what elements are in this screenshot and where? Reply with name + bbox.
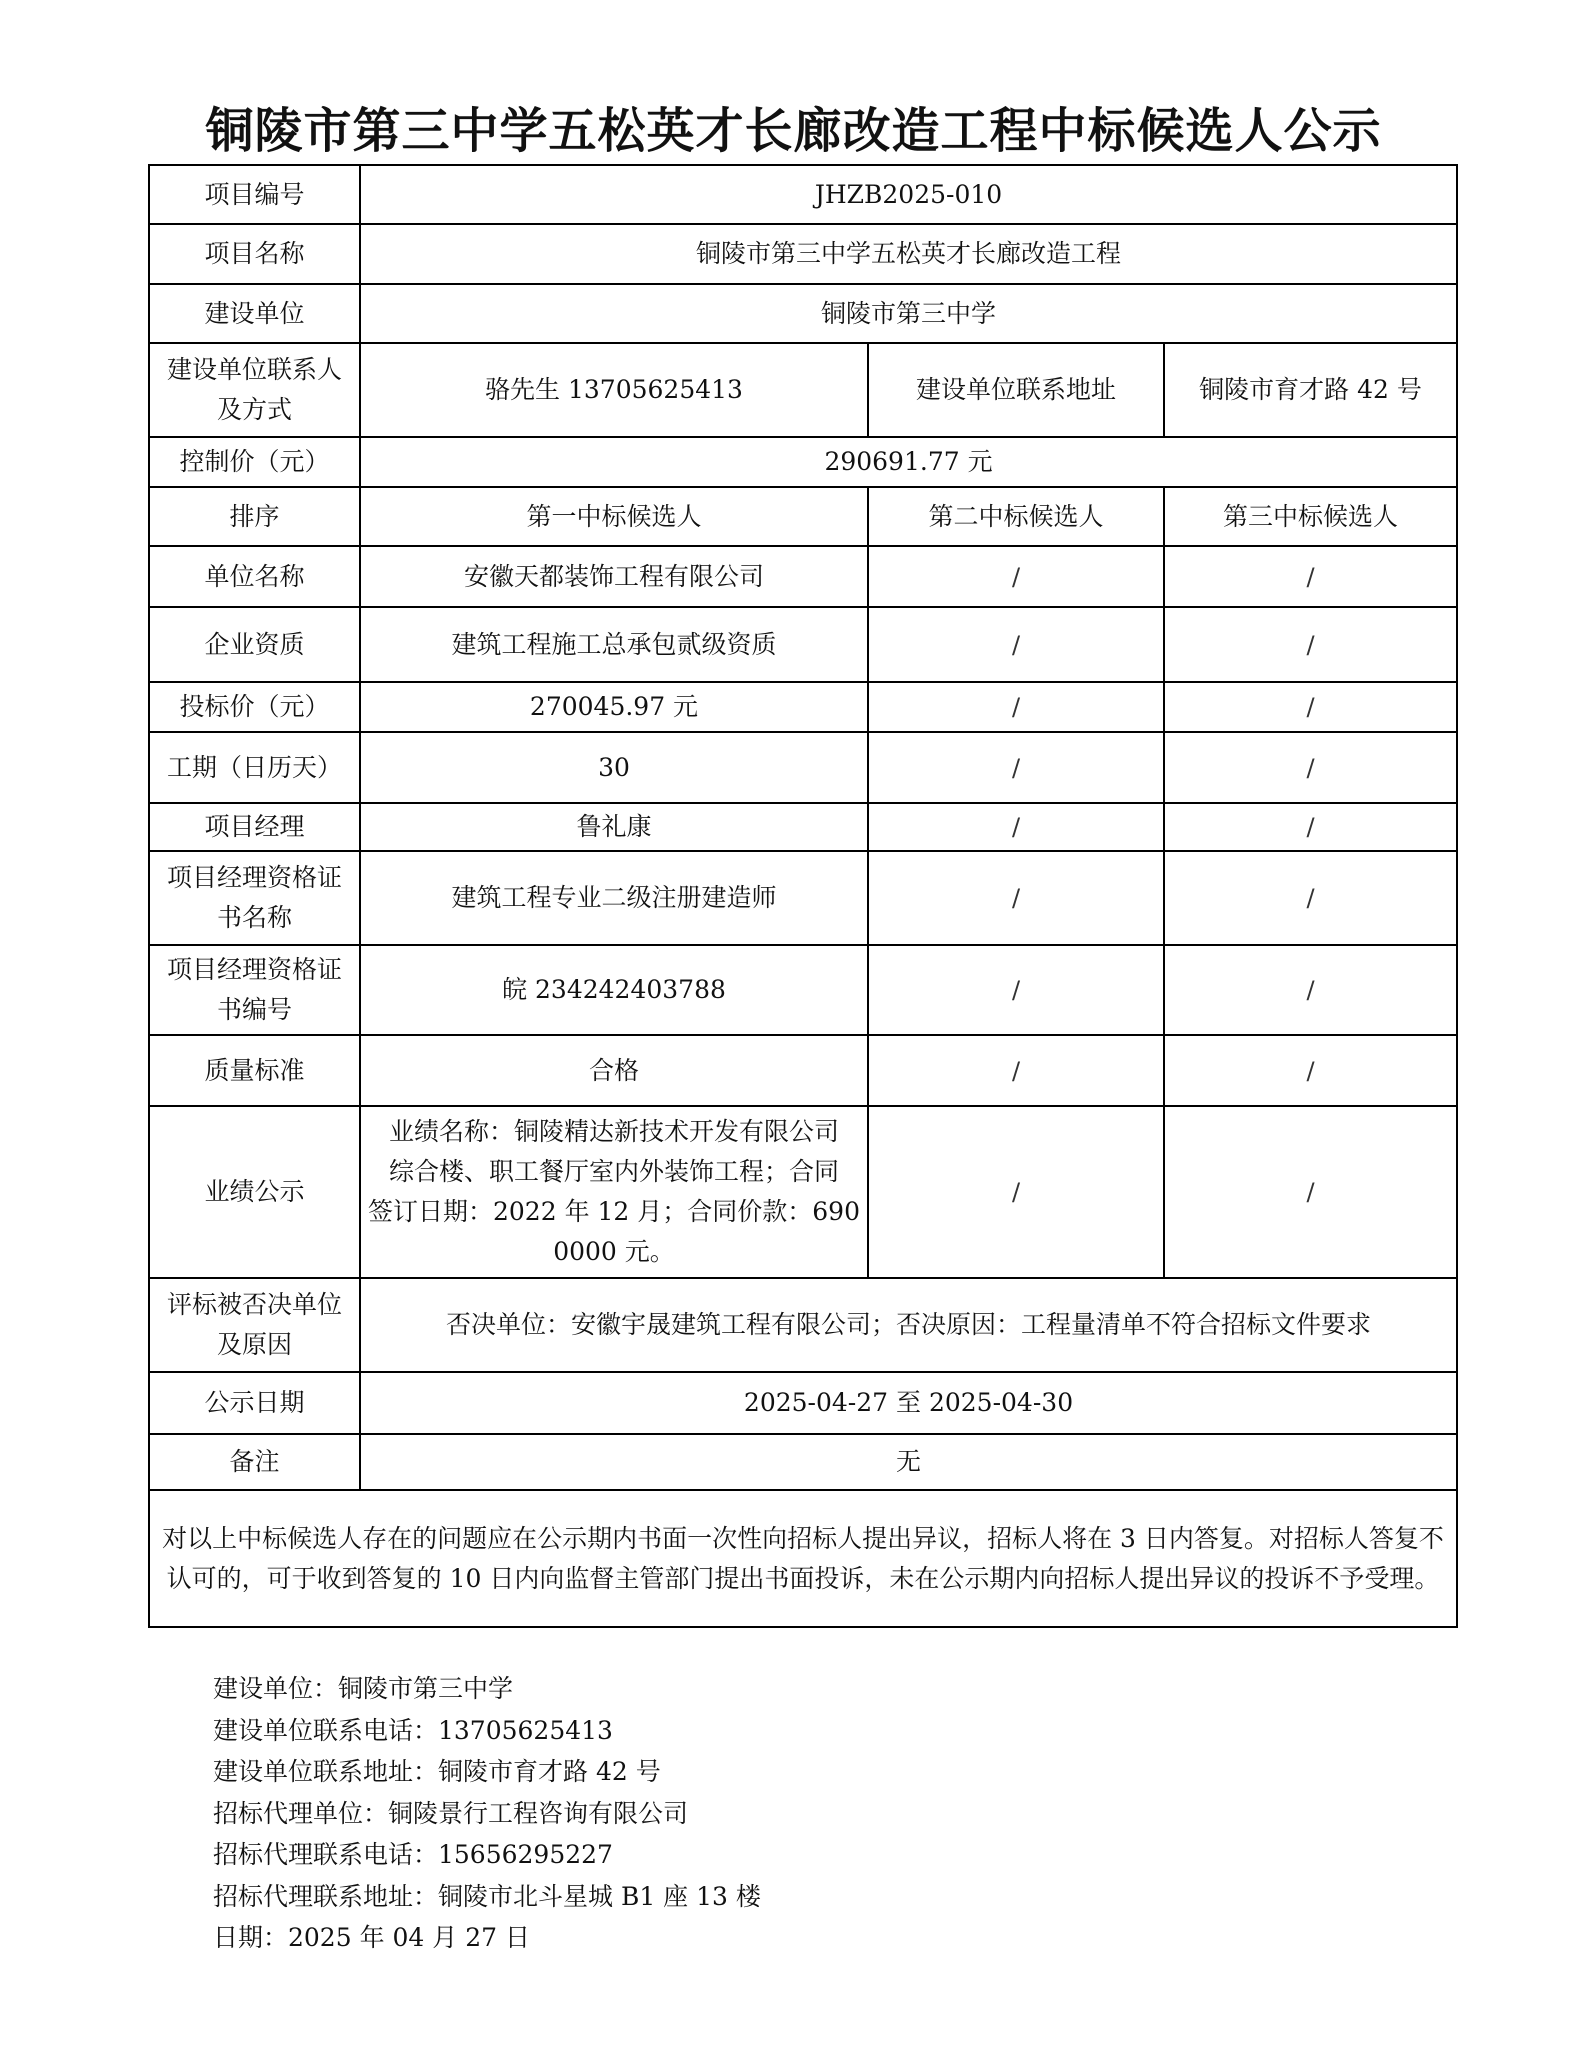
performance-line: 0000 元。 xyxy=(553,1237,675,1266)
label-company: 单位名称 xyxy=(149,546,360,607)
cell-qualification-3: / xyxy=(1164,607,1457,682)
cell-bid-price-2: / xyxy=(868,682,1164,732)
header-candidate-1: 第一中标候选人 xyxy=(360,487,868,546)
label-contact-line1: 建设单位联系人 xyxy=(166,355,342,384)
label-project-no: 项目编号 xyxy=(149,165,360,224)
row-notice xyxy=(149,1490,1457,1627)
cell-cert-name-3: / xyxy=(1164,851,1457,945)
cell-qualification-1: 建筑工程施工总承包贰级资质 xyxy=(360,607,868,682)
label-period: 公示日期 xyxy=(149,1372,360,1434)
cell-performance-1 xyxy=(360,1106,868,1278)
footer-agency-phone: 招标代理联系电话：15656295227 xyxy=(213,1840,613,1869)
row-bid-price xyxy=(149,682,1457,732)
cell-manager-3: / xyxy=(1164,803,1457,851)
header-candidate-3: 第三中标候选人 xyxy=(1164,487,1457,546)
cell-duration-3: / xyxy=(1164,732,1457,803)
cell-qualification-2: / xyxy=(868,607,1164,682)
value-owner: 铜陵市第三中学 xyxy=(360,284,1457,343)
performance-line: 签订日期：2022 年 12 月；合同价款：690 xyxy=(368,1197,860,1226)
label-rejected-line1: 评标被否决单位 xyxy=(166,1290,342,1319)
value-control-price: 290691.77 元 xyxy=(360,437,1457,487)
footer-owner-phone: 建设单位联系电话：13705625413 xyxy=(213,1715,613,1745)
cell-duration-2: / xyxy=(868,732,1164,803)
label-contact xyxy=(149,343,360,437)
value-rejected: 否决单位：安徽宇晟建筑工程有限公司；否决原因：工程量清单不符合招标文件要求 xyxy=(360,1278,1457,1372)
label-owner: 建设单位 xyxy=(149,284,360,343)
cell-bid-price-3: / xyxy=(1164,682,1457,732)
row-ranking xyxy=(149,487,1457,546)
label-quality: 质量标准 xyxy=(149,1035,360,1106)
row-remarks xyxy=(149,1434,1457,1490)
row-project-no xyxy=(149,165,1457,224)
performance-line: 综合楼、职工餐厅室内外装饰工程；合同 xyxy=(388,1157,839,1186)
label-cert-name-line1: 项目经理资格证 xyxy=(166,863,342,892)
cell-cert-name-1: 建筑工程专业二级注册建造师 xyxy=(360,851,868,945)
cell-manager-2: / xyxy=(868,803,1164,851)
row-cert-no xyxy=(149,945,1457,1035)
label-rejected xyxy=(149,1278,360,1372)
row-control-price xyxy=(149,437,1457,487)
cell-quality-1: 合格 xyxy=(360,1035,868,1106)
cell-company-1: 安徽天都装饰工程有限公司 xyxy=(360,546,868,607)
footer-agency-address: 招标代理联系地址：铜陵市北斗星城 B1 座 13 楼 xyxy=(213,1881,761,1911)
row-company xyxy=(149,546,1457,607)
cell-performance-2: / xyxy=(868,1106,1164,1278)
value-project-name: 铜陵市第三中学五松英才长廊改造工程 xyxy=(360,224,1457,284)
label-contact-line2: 及方式 xyxy=(216,395,292,424)
cell-bid-price-1: 270045.97 元 xyxy=(360,682,868,732)
label-cert-no-line1: 项目经理资格证 xyxy=(166,955,342,984)
value-period: 2025-04-27 至 2025-04-30 xyxy=(360,1372,1457,1434)
label-bid-price: 投标价（元） xyxy=(149,682,360,732)
cell-performance-3: / xyxy=(1164,1106,1457,1278)
cell-company-2: / xyxy=(868,546,1164,607)
row-project-name xyxy=(149,224,1457,284)
cell-company-3: / xyxy=(1164,546,1457,607)
header-candidate-2: 第二中标候选人 xyxy=(868,487,1164,546)
cell-quality-2: / xyxy=(868,1035,1164,1106)
page-title: 铜陵市第三中学五松英才长廊改造工程中标候选人公示 xyxy=(205,103,1382,159)
label-remarks: 备注 xyxy=(149,1434,360,1490)
cell-cert-no-3: / xyxy=(1164,945,1457,1035)
row-period xyxy=(149,1372,1457,1434)
performance-line: 业绩名称：铜陵精达新技术开发有限公司 xyxy=(388,1117,839,1146)
row-rejected xyxy=(149,1278,1457,1372)
row-owner xyxy=(149,284,1457,343)
label-contact-address: 建设单位联系地址 xyxy=(868,343,1164,437)
label-cert-name xyxy=(149,851,360,945)
footer-owner-address: 建设单位联系地址：铜陵市育才路 42 号 xyxy=(213,1757,661,1786)
row-quality xyxy=(149,1035,1457,1106)
label-control-price: 控制价（元） xyxy=(149,437,360,487)
label-performance: 业绩公示 xyxy=(149,1106,360,1278)
cell-duration-1: 30 xyxy=(360,732,868,803)
footer-agency: 招标代理单位：铜陵景行工程咨询有限公司 xyxy=(213,1798,689,1828)
value-contact-address: 铜陵市育才路 42 号 xyxy=(1164,343,1457,437)
label-project-name: 项目名称 xyxy=(149,224,360,284)
cell-quality-3: / xyxy=(1164,1035,1457,1106)
value-contact: 骆先生 13705625413 xyxy=(360,343,868,437)
candidate-table xyxy=(148,164,1458,1628)
row-cert-name xyxy=(149,851,1457,945)
row-duration xyxy=(149,732,1457,803)
row-contact xyxy=(149,343,1457,437)
label-cert-no xyxy=(149,945,360,1035)
cell-cert-no-2: / xyxy=(868,945,1164,1035)
cell-cert-name-2: / xyxy=(868,851,1164,945)
label-cert-no-line2: 书编号 xyxy=(216,995,292,1024)
cell-cert-no-1: 皖 234242403788 xyxy=(360,945,868,1035)
value-project-no: JHZB2025-010 xyxy=(360,165,1457,224)
label-rejected-line2: 及原因 xyxy=(216,1330,292,1359)
row-qualification xyxy=(149,607,1457,682)
value-remarks: 无 xyxy=(360,1434,1457,1490)
cell-manager-1: 鲁礼康 xyxy=(360,803,868,851)
label-duration: 工期（日历天） xyxy=(149,732,360,803)
label-ranking: 排序 xyxy=(149,487,360,546)
label-manager: 项目经理 xyxy=(149,803,360,851)
row-performance xyxy=(149,1106,1457,1278)
footer-contact-block xyxy=(213,1668,761,1959)
objection-notice: 对以上中标候选人存在的问题应在公示期内书面一次性向招标人提出异议，招标人将在 3 日内答复。对招标人答复不认可的，可于收到答复的 10 日内向监督主管部门提出书面投诉，未在公示期内向招标人提出异议的投诉不予受理。 xyxy=(149,1490,1457,1627)
label-cert-name-line2: 书名称 xyxy=(216,903,292,932)
row-manager xyxy=(149,803,1457,851)
footer-owner: 建设单位：铜陵市第三中学 xyxy=(213,1674,514,1703)
footer-date: 日期：2025 年 04 月 27 日 xyxy=(213,1923,530,1952)
label-qualification: 企业资质 xyxy=(149,607,360,682)
